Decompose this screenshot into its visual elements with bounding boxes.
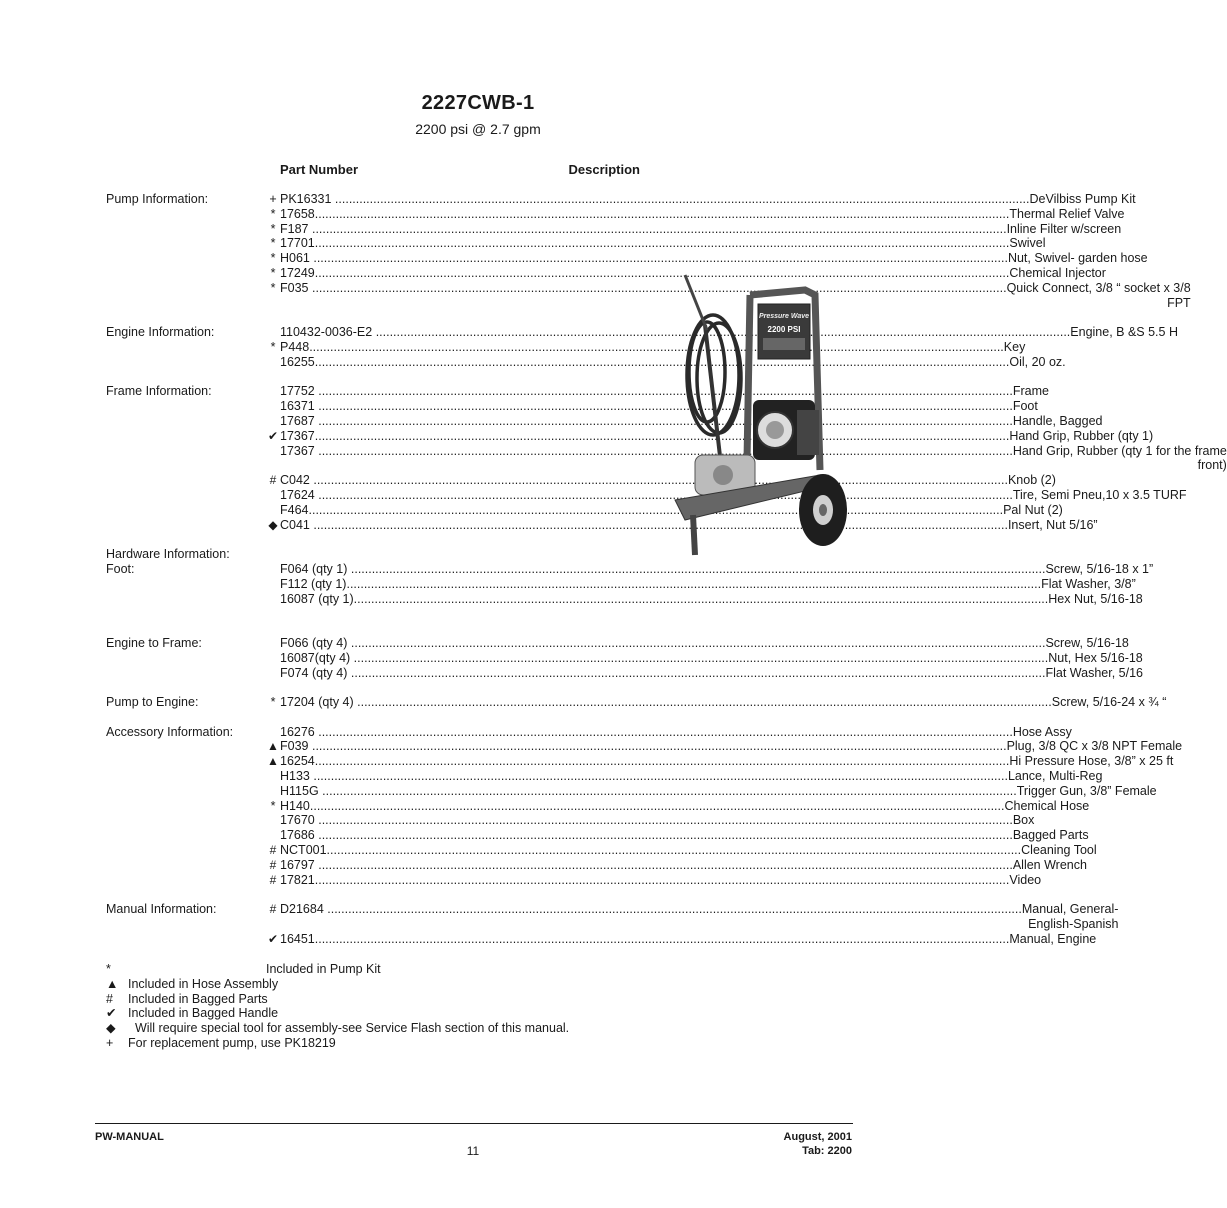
part-row [106, 695, 1167, 710]
parts-group [106, 695, 1167, 710]
part-row [106, 236, 1046, 251]
category-label: Frame Information: [106, 384, 212, 399]
part-description: Inline Filter w/screen [1006, 221, 1122, 236]
category-label [106, 340, 266, 355]
category-label [106, 666, 266, 681]
part-marker: # [269, 473, 277, 488]
part-description: Hex Nut, 5/16-18 [1048, 591, 1143, 606]
legend-text: Included in Bagged Handle [128, 1006, 279, 1021]
part-description: Pal Nut (2) [1003, 502, 1063, 517]
page-subtitle: 2200 psi @ 2.7 gpm [415, 121, 541, 137]
part-marker: # [269, 872, 277, 887]
part-description: Chemical Injector [1009, 265, 1106, 280]
part-number: F039 [280, 739, 312, 754]
part-description: Bagged Parts [1012, 828, 1089, 843]
part-number: 16276 [280, 724, 319, 739]
part-marker [266, 384, 280, 399]
part-number: H061 [280, 251, 314, 266]
part-row [106, 206, 1125, 222]
part-number: NCT001 [280, 843, 327, 858]
part-description: Foot [1012, 399, 1038, 414]
part-row [106, 724, 1072, 740]
part-row [106, 473, 1056, 488]
part-number: 16371 [280, 399, 319, 414]
part-row [106, 517, 1098, 533]
part-marker: * [270, 251, 276, 266]
leader-dots [315, 932, 1010, 947]
part-description: Screw, 5/16-18 x 1” [1045, 561, 1154, 576]
leader-dots [315, 873, 1010, 888]
category-label [106, 577, 266, 592]
leader-dots [322, 784, 1017, 799]
category-label [106, 236, 266, 251]
part-row [106, 502, 1063, 518]
footer-date-tab [784, 1130, 852, 1158]
part-description: Quick Connect, 3/8 “ socket x 3/8 [1006, 280, 1191, 295]
part-description: DeVilbiss Pump Kit [1029, 192, 1136, 206]
part-row [106, 280, 1191, 311]
part-row [106, 754, 1174, 769]
part-marker: ▲ [267, 739, 279, 754]
legend-symbol: # [106, 991, 113, 1006]
part-row [106, 428, 1154, 444]
part-number: PK16331 [280, 192, 335, 206]
part-marker: ▲ [267, 754, 279, 769]
category-label: Engine Information: [106, 325, 215, 340]
part-marker [266, 769, 280, 784]
part-description: Hose Assy [1012, 724, 1072, 739]
part-marker [266, 666, 280, 681]
part-row [106, 769, 1103, 784]
legend-text: Included in Pump Kit [266, 962, 381, 976]
part-number: D21684 [280, 902, 328, 917]
legend-text: Included in Hose Assembly [128, 976, 279, 991]
part-description: Oil, 20 oz. [1009, 354, 1066, 369]
page-number: 11 [466, 1144, 480, 1158]
part-number: F464 [280, 502, 309, 517]
part-description: Key [1003, 339, 1026, 354]
part-description: Screw, 5/16-24 x ¾ “ [1051, 695, 1167, 710]
part-description: Allen Wrench [1012, 857, 1087, 872]
part-number: H115G [280, 783, 323, 798]
part-description-continued: English-Spanish [1028, 917, 1119, 932]
part-row [106, 843, 1097, 858]
part-number: C042 [280, 473, 314, 488]
part-description: Hand Grip, Rubber (qty 1) [1009, 428, 1154, 443]
pressure-washer-photo [655, 270, 880, 565]
part-marker: # [269, 843, 277, 858]
category-label [106, 503, 266, 518]
part-description: Nut, Hex 5/16-18 [1048, 650, 1143, 665]
part-row [106, 857, 1087, 873]
part-description: Plug, 3/8 QC x 3/8 NPT Female [1006, 739, 1183, 754]
part-description: Lance, Multi-Reg [1007, 769, 1103, 784]
parts-group [106, 724, 1183, 888]
leader-dots [315, 207, 1010, 222]
part-marker: # [269, 857, 277, 872]
part-marker: * [270, 206, 276, 221]
category-label [106, 858, 266, 873]
category-label: Pump Information: [106, 192, 209, 206]
part-description: Handle, Bagged [1012, 413, 1103, 428]
category-label: Engine to Frame: [106, 635, 202, 650]
part-row [106, 413, 1103, 429]
part-number: F187 [280, 221, 312, 236]
leader-dots [318, 725, 1013, 740]
footer-date: August, 2001 [783, 1131, 852, 1143]
legend-text: Will require special tool for assembly-see Service Flash section of this manual. [128, 1021, 570, 1036]
parts-group [106, 384, 1227, 532]
leader-dots [313, 251, 1008, 266]
part-description: Nut, Swivel- garden hose [1007, 251, 1148, 266]
category-label [106, 873, 266, 888]
legend-symbol: * [106, 962, 111, 976]
part-marker [266, 562, 280, 577]
part-row [106, 813, 1035, 828]
part-description: Screw, 5/16-18 [1045, 635, 1129, 650]
legend [106, 962, 666, 1051]
part-number: F035 [280, 280, 312, 295]
part-description: Flat Washer, 5/16 [1045, 665, 1143, 680]
legend-text: Included in Bagged Parts [128, 991, 268, 1006]
part-row [106, 339, 1026, 355]
part-row [106, 399, 1038, 414]
part-number: 110432-0036-E2 [280, 325, 376, 340]
part-marker: ✔ [267, 931, 279, 946]
category-label [106, 843, 266, 858]
part-marker [266, 813, 280, 828]
part-description: Swivel [1009, 236, 1046, 251]
parts-group [106, 547, 1154, 606]
leader-dots [335, 192, 1030, 207]
part-description: Thermal Relief Valve [1009, 206, 1125, 221]
leader-dots [313, 769, 1008, 784]
leader-dots [357, 695, 1052, 710]
part-marker: ◆ [268, 517, 278, 532]
part-description: Trigger Gun, 3/8” Female [1016, 783, 1157, 798]
footer-manual-name: PW-MANUAL [95, 1131, 164, 1143]
legend-symbol: ▲ [106, 976, 119, 991]
part-marker [266, 636, 280, 651]
category-label [106, 592, 266, 607]
part-number: 17701 [280, 236, 315, 251]
part-marker [266, 592, 280, 607]
column-header-part-number: Part Number [280, 162, 359, 177]
part-marker [266, 355, 280, 370]
part-marker [266, 325, 280, 340]
part-description: Knob (2) [1007, 473, 1056, 488]
part-marker [266, 828, 280, 843]
category-label [106, 429, 266, 444]
legend-symbol: + [106, 1035, 114, 1050]
part-marker [266, 577, 280, 592]
part-description: Manual, Engine [1009, 931, 1097, 946]
leader-dots [327, 902, 1022, 917]
leader-dots [346, 577, 1041, 592]
category-label [106, 932, 266, 947]
part-number: P448 [280, 339, 310, 354]
part-description: Video [1009, 872, 1042, 887]
part-row [106, 591, 1143, 607]
part-number: 17367 [280, 443, 319, 458]
leader-dots [354, 592, 1049, 607]
part-number: 17821 [280, 872, 315, 887]
category-label: Manual Information: [106, 902, 217, 917]
part-row [106, 665, 1143, 681]
part-number: 17687 [280, 413, 319, 428]
part-marker: * [270, 695, 276, 710]
part-marker: * [270, 265, 276, 280]
part-description: Cleaning Tool [1021, 843, 1097, 858]
legend-item [106, 977, 666, 992]
legend-text: For replacement pump, use PK18219 [128, 1035, 336, 1050]
part-marker [266, 399, 280, 414]
category-label [106, 266, 266, 281]
part-marker: * [270, 236, 276, 251]
category-label [106, 518, 266, 533]
part-number: 16087(qty 4) [280, 650, 354, 665]
decal-brand: Pressure Wave [758, 313, 810, 320]
leader-dots [318, 858, 1013, 873]
part-description: Hi Pressure Hose, 3/8” x 25 ft [1009, 754, 1174, 769]
parts-group [106, 635, 1143, 680]
part-description: Box [1012, 813, 1035, 828]
category-label [106, 414, 266, 429]
part-description: Frame [1012, 384, 1049, 399]
leader-dots [312, 222, 1007, 237]
part-description-continued: front) [1197, 458, 1227, 473]
leader-dots [354, 651, 1049, 666]
category-label: Foot: [106, 561, 135, 576]
part-row [106, 783, 1157, 799]
category-label [106, 444, 266, 474]
part-number: 16797 [280, 857, 319, 872]
part-row [106, 192, 1136, 207]
category-label [106, 769, 266, 784]
part-marker: + [269, 192, 277, 206]
part-row [106, 487, 1187, 503]
category-label [106, 799, 266, 814]
category-label [106, 739, 266, 754]
part-marker: * [270, 798, 276, 813]
part-marker: * [270, 280, 276, 295]
part-number: 16087 (qty 1) [280, 591, 354, 606]
legend-symbol: ◆ [106, 1021, 116, 1036]
leader-dots [310, 799, 1005, 814]
category-label: Accessory Information: [106, 724, 234, 739]
part-number: H133 [280, 769, 314, 784]
part-marker [266, 414, 280, 429]
decal-psi: 2200 PSI [767, 325, 801, 334]
part-description: Manual, General- [1021, 902, 1119, 917]
part-row [106, 265, 1106, 281]
part-number: F064 (qty 1) [280, 561, 351, 576]
part-marker: * [270, 221, 276, 236]
leader-dots [318, 813, 1013, 828]
part-number: 17204 (qty 4) [280, 695, 358, 710]
legend-item [106, 1021, 666, 1036]
category-label [106, 207, 266, 222]
part-marker [266, 488, 280, 503]
part-marker [266, 444, 280, 474]
category-label [106, 251, 266, 266]
legend-item [106, 1036, 666, 1051]
part-number: 16255 [280, 354, 315, 369]
leader-dots [351, 636, 1046, 651]
part-row [106, 384, 1049, 399]
part-row [106, 828, 1089, 843]
part-number: F074 (qty 4) [280, 665, 351, 680]
part-marker [266, 503, 280, 518]
part-number: 17249 [280, 265, 315, 280]
legend-item [106, 992, 666, 1007]
part-number: 17624 [280, 487, 319, 502]
part-row [106, 354, 1066, 370]
part-number: 16451 [280, 931, 315, 946]
part-marker: ✔ [267, 428, 279, 443]
leader-dots [315, 754, 1010, 769]
part-number: 17686 [280, 828, 319, 843]
category-label [106, 355, 266, 370]
part-row [106, 650, 1143, 666]
footer-rule [95, 1123, 853, 1124]
part-number: 17670 [280, 813, 319, 828]
part-number: F066 (qty 4) [280, 635, 351, 650]
part-description: Engine, B &S 5.5 H [1070, 325, 1178, 340]
part-number: 16254 [280, 754, 315, 769]
category-label [106, 281, 266, 311]
leader-dots [351, 666, 1046, 681]
part-row [106, 561, 1154, 577]
column-header-description: Description [568, 162, 640, 177]
leader-dots [327, 843, 1022, 858]
legend-item [106, 1006, 666, 1021]
category-label [106, 651, 266, 666]
part-number: H140 [280, 798, 310, 813]
part-number: 17752 [280, 384, 319, 399]
part-marker [266, 784, 280, 799]
part-description: Hand Grip, Rubber (qty 1 for the frame [1012, 443, 1227, 458]
category-label [106, 222, 266, 237]
category-label [106, 813, 266, 828]
part-marker: * [270, 339, 276, 354]
category-label: Hardware Information: [106, 547, 230, 562]
part-description: Chemical Hose [1004, 798, 1090, 813]
parts-group [106, 192, 1191, 310]
part-marker [266, 651, 280, 666]
legend-item [106, 962, 666, 977]
part-row [106, 798, 1090, 814]
footer-tab: Tab: 2200 [802, 1145, 852, 1157]
part-number: C041 [280, 517, 314, 532]
part-description: Flat Washer, 3/8” [1041, 576, 1136, 591]
page-title: 2227CWB-1 [421, 92, 535, 114]
leader-dots [312, 739, 1007, 754]
part-row [106, 872, 1042, 888]
category-label [106, 784, 266, 799]
category-label [106, 473, 266, 488]
part-description-continued: FPT [1167, 295, 1191, 310]
parts-group [106, 902, 1119, 946]
part-row [106, 931, 1097, 947]
part-row [106, 902, 1119, 932]
part-description: Insert, Nut 5/16” [1007, 517, 1098, 532]
part-number: 17658 [280, 206, 315, 221]
legend-symbol: ✔ [106, 1006, 117, 1021]
part-marker: # [269, 902, 277, 917]
part-row [106, 739, 1183, 754]
category-label [106, 488, 266, 503]
category-label [106, 828, 266, 843]
category-label [106, 754, 266, 769]
part-marker [266, 725, 280, 740]
part-row [106, 635, 1129, 651]
part-number: 17367 [280, 428, 315, 443]
category-label [106, 399, 266, 414]
part-row [106, 443, 1227, 474]
part-row [106, 576, 1136, 592]
part-row [106, 221, 1122, 237]
part-number: F112 (qty 1) [280, 576, 347, 591]
leader-dots [315, 236, 1010, 251]
part-description: Tire, Semi Pneu,10 x 3.5 TURF [1012, 487, 1187, 502]
part-row [106, 251, 1148, 266]
leader-dots [318, 828, 1013, 843]
category-label: Pump to Engine: [106, 695, 199, 710]
